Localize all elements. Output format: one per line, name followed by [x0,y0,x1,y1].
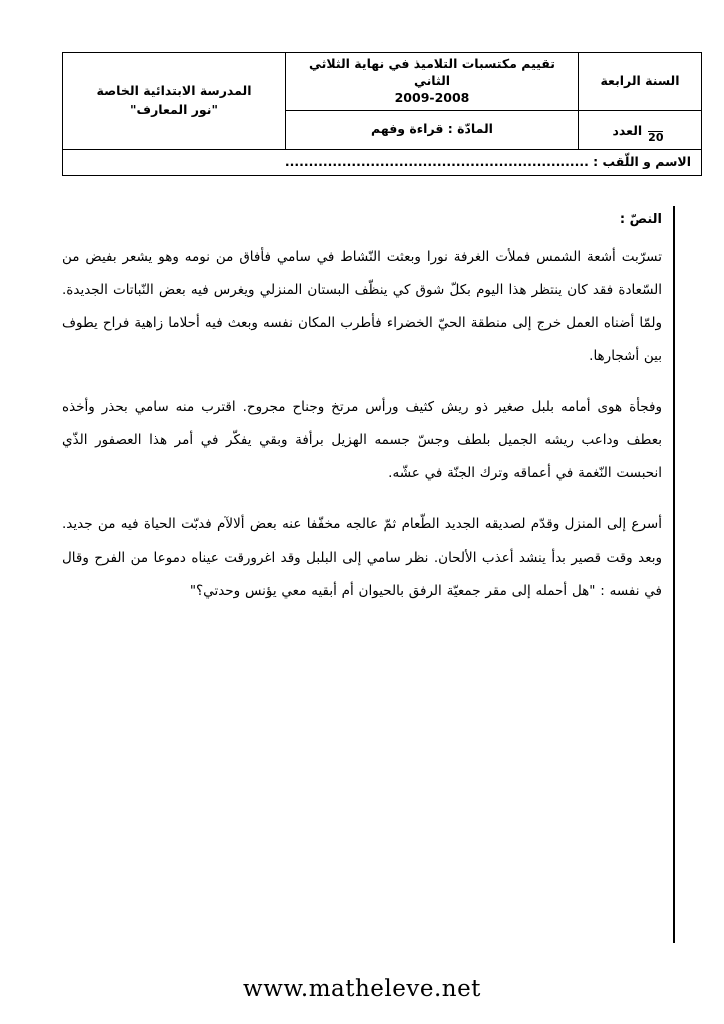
student-name-field[interactable]: الاسم و اللّقب : ................................................................ [63,149,702,175]
school-name-line1: المدرسة الابتدائية الخاصة [96,82,252,98]
score-fraction [648,119,663,144]
header-table [62,52,702,176]
header-row-1 [63,53,702,111]
footer-website: www.matheleve.net [243,976,481,1002]
paragraph-3: أسرع إلى المنزل وقدّم لصديقه الجديد الطّعام ثمّ عالجه مخفّفا عنه بعض ألالآم فدبّت الحياة فيه من جديد. وبعد وقت قصير بدأ ينشد أعذب الألحان. نظر سامي إلى البلبل وقد اغرورقت عيناه دموعا من الفرح وقال في نفسه : "هل أحمله إلى مقر جمعيّة الرفق بالحيوان أم أبقيه معي يؤنس وحدتي؟" [62,516,662,599]
text-content [62,212,662,608]
school-name-cell [63,53,286,150]
text-frame-corner [673,206,675,208]
student-name-row [63,149,702,175]
score-label: العدد [612,122,643,138]
score-cell [579,110,702,149]
score-numerator [652,118,660,131]
evaluation-school-year: 2009-2008 [394,89,470,105]
evaluation-title-cell [286,53,579,111]
subject-cell: المادّة : قراءة وفهم [286,110,579,149]
evaluation-title-line1: تقييم مكتسبات التلاميذ في نهاية الثلاثي الثاني [309,56,555,88]
text-section-label: النصّ : [619,212,662,227]
school-name-line2: "نور المعارف" [130,101,218,117]
paragraph-1: تسرّبت أشعة الشمس فملأت الغرفة نورا وبعثت النّشاط في سامي فأفاق من نومه وهو يشعر بفيض من السّعادة فقد كان ينتظر هذا اليوم بكلّ شوق كي ينظّف البستان المنزلي ويغرس فيه بعض النّباتات الجديدة. ولمّا أضناه العمل خرج إلى منطقة الحيّ الخضراء فأطرب المكان نفسه وبعث فيه أحلاما زاهية فراح يطوف بين أشجارها. [62,249,662,365]
score-denominator: 20 [648,130,664,144]
grade-year-cell: السنة الرابعة [579,53,702,111]
text-frame-vertical-rule [673,206,675,943]
paragraph-2: وفجأة هوى أمامه بلبل صغير ذو ريش كثيف ورأس مرتخ وجناح مجروح. اقترب منه سامي بحذر وأخذه بعطف وداعب ريشه الجميل بلطف وجسّ جسمه الهزيل برأفة وبقي يفكّر في أمر هذا العصفور الذّي انحبست النّغمة في أعماقه وترك الجنّة في عشّه. [62,399,662,482]
